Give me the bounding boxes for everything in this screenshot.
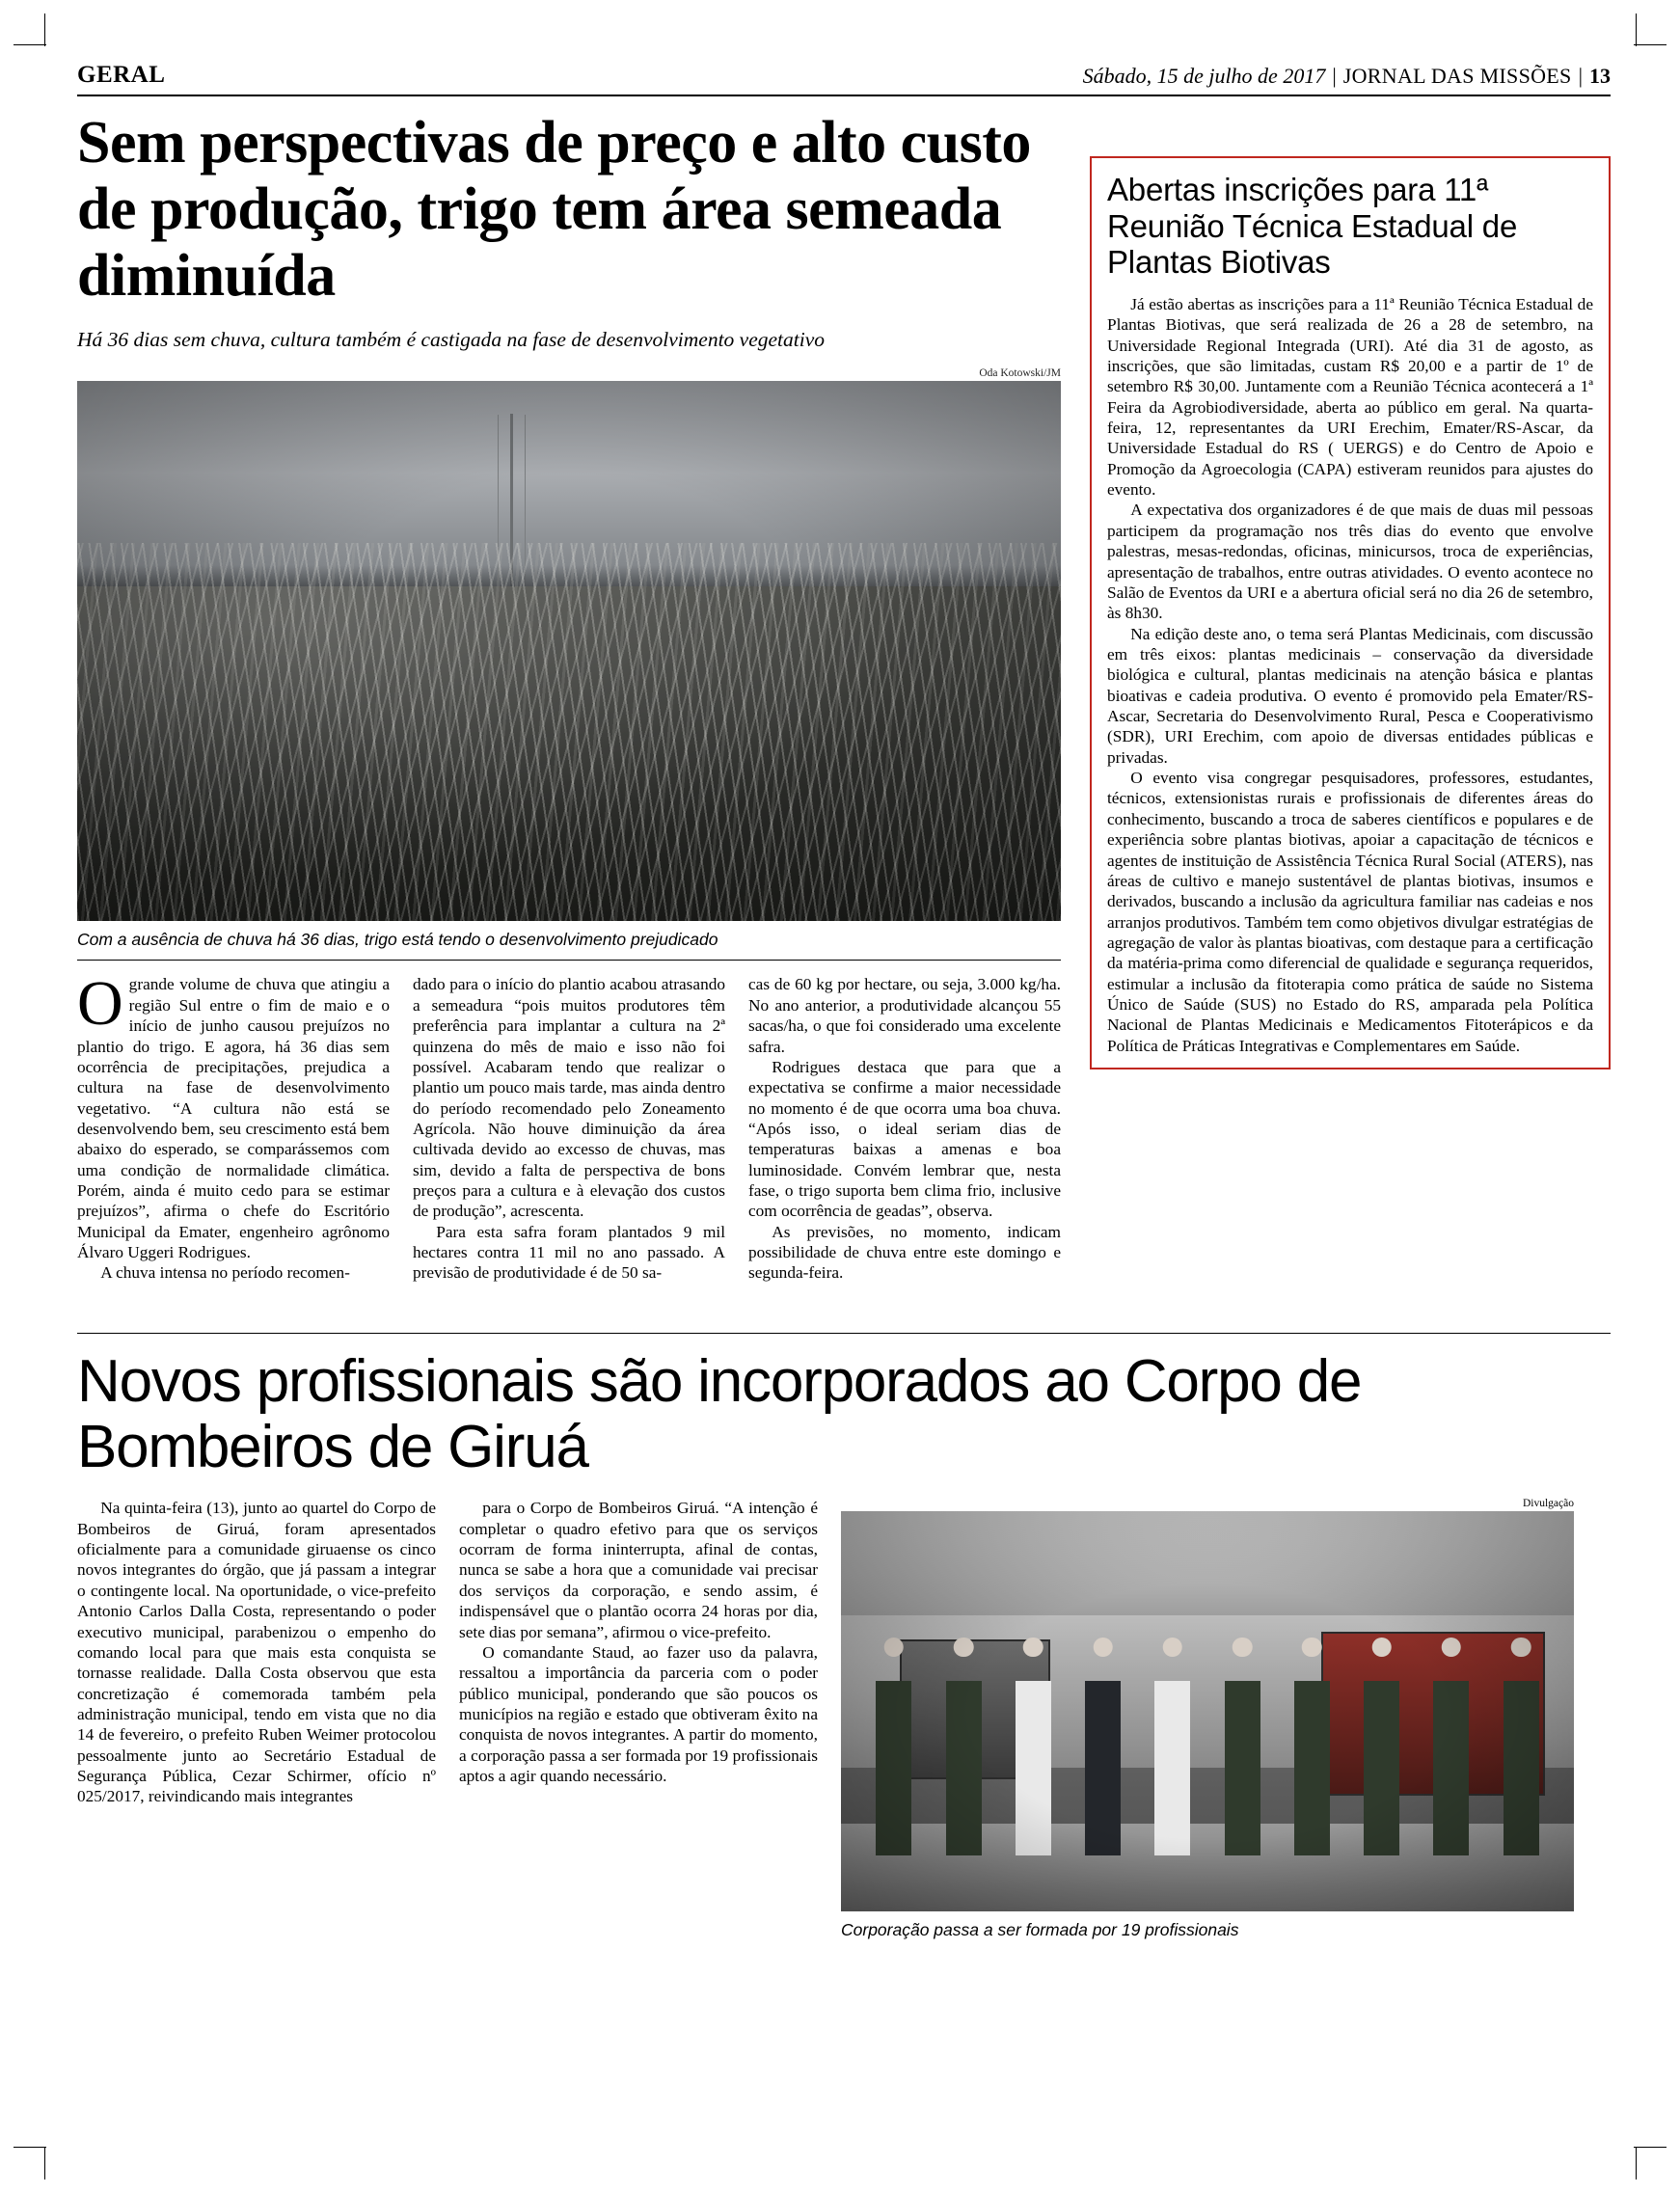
drop-cap: O — [77, 968, 123, 1040]
paragraph: Rodrigues destaca que para que a expectativa se confirme a maior necessidade no momento é de que ocorra uma boa chuva. “Após isso, o ideal seriam dias de temperaturas baixas a amenas e boa luminosidade. Convém lembrar que, nesta fase, o trigo suporta bem clima frio, inclusive com ocorrência de geadas”, observa. — [748, 1057, 1061, 1221]
photo-vignette — [77, 381, 1061, 921]
paragraph: As previsões, no momento, indicam possibilidade de chuva entre este domingo e segunda-feira. — [748, 1222, 1061, 1283]
crop-mark-bottom-left-v — [44, 2147, 45, 2179]
main-column-1 — [77, 968, 390, 1283]
main-article-columns — [77, 968, 1061, 1283]
paragraph — [77, 968, 390, 1262]
page-number: 13 — [1589, 64, 1611, 88]
secondary-photo-caption: Corporação passa a ser formada por 19 profissionais — [841, 1920, 1239, 1940]
secondary-photo-block — [841, 1498, 1574, 1940]
boxed-headline: Abertas inscrições para 11ª Reunião Técnica Estadual de Plantas Biotivas — [1107, 172, 1518, 281]
page-masthead — [77, 50, 1611, 96]
paragraph: para o Corpo de Bombeiros Giruá. “A intenção é completar o quadro efetivo para que os serviços ocorram de forma ininterrupta, afinal de contas, nunca se sabe a hora que a comunidade vai precisar dos serviços da corporação, e sendo assim, é indispensável que o plantão ocorra 24 horas por dia, sete dias por semana”, afirmou o vice-prefeito. — [459, 1499, 818, 1641]
crop-mark-bottom-right-h — [1634, 2147, 1666, 2148]
secondary-article-grid — [77, 1498, 1611, 1940]
secondary-column-1 — [77, 1498, 436, 1940]
paragraph: O evento visa congregar pesquisadores, professores, estudantes, técnicos, extensionistas rurais e profissionais de diferentes áreas do conhecimento, buscando a troca de saberes científicos e populares e de experiência sobre plantas biotivas, apoiar a capacitação de técnicos e agentes de instituição de Assistência Técnica Rural Social (ATERS), nas áreas de cultivo e manejo sustentável de plantas biotivas, insumos e derivados, buscando a inclusão da agricultura familiar nas cadeias e nos arranjos produtivos. Também tem como objetivos divulgar estratégias de agregação de valor às plantas bioativas, com destaque para a certificação da matéria-prima como diferencial de qualidade e segurança requeridos, estimular a inclusão da fitoterapia como prática de saúde no Sistema Único de Saúde (SUS) no Estado do RS, amparada pela Política Nacional de Plantas Medicinais e Medicamentos Fitoterápicos e da Política de Práticas Integrativas e Complementares em Saúde. — [1107, 769, 1593, 1055]
masthead-separator-1: | — [1332, 64, 1337, 88]
paragraph-text: grande volume de chuva que atingiu a região Sul entre o fim de maio e o início de junho causou prejuízos no plantio do trigo. E agora, há 36 dias sem ocorrência de precipitações, prejudica a cultura na fase de desenvolvimento vegetativo. “A cultura não está se desenvolvendo bem, seu crescimento está bem abaixo do esperado, se comparássemos com uma condição de normalidade climática. Porém, ainda é muito cedo para se estimar prejuízos”, afirma o chefe do Escritório Municipal da Emater, engenheiro agrônomo Álvaro Uggeri Rodrigues. — [77, 975, 390, 1262]
paragraph: Na quinta-feira (13), junto ao quartel do Corpo de Bombeiros de Giruá, foram apresentados oficialmente para a comunidade giruaense os cinco novos integrantes do órgão, que já passam a integrar o contingente local. Na oportunidade, o vice-prefeito Antonio Carlos Dalla Costa, representando o poder executivo municipal, parabenizou o empenho do comando local para que mais esta conquista se tornasse realidade. Dalla Costa observou que esta concretização é comemorada também pela administração municipal, tendo em vista que no dia 14 de fevereiro, o prefeito Ruben Weimer protocolou pessoalmente junto ao Secretário Estadual de Segurança Pública, Cezar Schirmer, ofício nº 025/2017, reivindicando mais integrantes — [77, 1499, 436, 1806]
paper-name: JORNAL DAS MISSÕES — [1342, 64, 1572, 88]
secondary-photo-firefighters — [841, 1511, 1574, 1911]
main-headline: Sem perspectivas de preço e alto custo de produção, trigo tem área semeada diminuída — [77, 110, 1031, 309]
main-column-2 — [413, 974, 725, 1283]
secondary-photo-credit: Divulgação — [1522, 1498, 1574, 1510]
paragraph: Na edição deste ano, o tema será Plantas Medicinais, com discussão em três eixos: plantas medicinais – conservação da diversidade biológica e cultural, plantas medicinais na atenção básica e plantas bioativas e cadeia produtiva. O evento é promovido pela Emater/RS-Ascar, Secretaria do Desenvolvimento Rural, Pesca e Cooperativismo (SDR), URI Erechim, com apoio de diversas entidades públicas e privadas. — [1107, 624, 1593, 767]
section-label: GERAL — [77, 62, 166, 88]
main-photo-credit: Oda Kotowski/JM — [979, 367, 1061, 380]
main-subheadline: Há 36 dias sem chuva, cultura também é castigada na fase de desenvolvimento vegetativo — [77, 328, 826, 352]
crop-mark-top-left-v — [44, 14, 45, 46]
secondary-headline: Novos profissionais são incorporados ao Corpo de Bombeiros de Giruá — [77, 1348, 1362, 1481]
secondary-column-2 — [459, 1498, 818, 1940]
paragraph: Para esta safra foram plantados 9 mil hectares contra 11 mil no ano passado. A previsão de produtividade é de 50 sa- — [413, 1222, 725, 1283]
boxed-article-body — [1107, 294, 1593, 1056]
issue-date: Sábado, 15 de julho de 2017 — [1082, 64, 1326, 88]
crop-mark-top-right-v — [1636, 14, 1637, 46]
crop-mark-bottom-left-h — [14, 2147, 46, 2148]
photo2-vignette — [841, 1511, 1574, 1911]
crop-mark-top-left-h — [14, 44, 46, 45]
paragraph: dado para o início do plantio acabou atrasando a semeadura “pois muitos produtores têm preferência para implantar a cultura na 2ª quinzena do mês de maio e isso não foi possível. Acabaram tendo que realizar o plantio um pouco mais tarde, mas ainda dentro do período recomendado pelo Zoneamento Agrícola. Não houve diminuição da área cultivada devido ao excesso de chuvas, mas sim, devido a falta de perspectiva de bons preços para a cultura e à elevação dos custos de produção”, acrescenta. — [413, 975, 725, 1221]
main-article — [77, 110, 1061, 1284]
paragraph: O comandante Staud, ao fazer uso da palavra, ressaltou a importância da parceria com o poder público municipal, ponderando que são poucos os municípios na região e estado que obtiveram êxito na conquista de novos integrantes. A partir do momento, a corporação passa a ser formada por 19 profissionais aptos a agir quando necessário. — [459, 1642, 818, 1786]
paragraph: cas de 60 kg por hectare, ou seja, 3.000 kg/ha. No ano anterior, a produtividade alcançou 55 sacas/ha, o que foi considerado uma excelente safra. — [748, 975, 1061, 1056]
masthead-separator-2: | — [1578, 64, 1583, 88]
paragraph: Já estão abertas as inscrições para a 11ª Reunião Técnica Estadual de Plantas Biotivas, que será realizada de 26 a 28 de setembro, na Universidade Regional Integrada (URI). Até dia 31 de agosto, as inscrições, que são limitadas, custam R$ 20,00 e a partir de 1º de setembro R$ 30,00. Juntamente com a Reunião Técnica acontecerá a 1ª Feira da Agrobiodiversidade, aberta ao público em geral. Na quarta-feira, 12, representantes da URI Erechim, Emater/RS-Ascar, da Universidade Estadual do RS ( UERGS) e do Centro de Apoio e Promoção da Agroecologia (CAPA) estiveram reunidos para ajustes do evento. — [1107, 294, 1593, 500]
main-photo-caption: Com a ausência de chuva há 36 dias, trigo está tendo o desenvolvimento prejudicado — [77, 930, 1061, 961]
main-column-3 — [748, 974, 1061, 1283]
main-photo-wheat-field — [77, 381, 1061, 921]
page-body — [77, 110, 1611, 1940]
masthead-info — [1083, 64, 1611, 95]
crop-mark-top-right-h — [1634, 44, 1666, 45]
paragraph: A expectativa dos organizadores é de que mais de duas mil pessoas participem da programação nos três dias do evento que envolve palestras, mesas-redondas, oficinas, minicursos, troca de experiências, apresentação de trabalhos, entre outras atividades. O evento acontece no Salão de Eventos da URI e a abertura oficial será no dia 26 de setembro, às 8h30. — [1107, 501, 1593, 623]
crop-mark-bottom-right-v — [1636, 2147, 1637, 2179]
boxed-article — [1090, 156, 1611, 1069]
paragraph: A chuva intensa no período recomen- — [100, 1263, 350, 1283]
newspaper-page — [77, 50, 1611, 2133]
secondary-article — [77, 1333, 1611, 1940]
